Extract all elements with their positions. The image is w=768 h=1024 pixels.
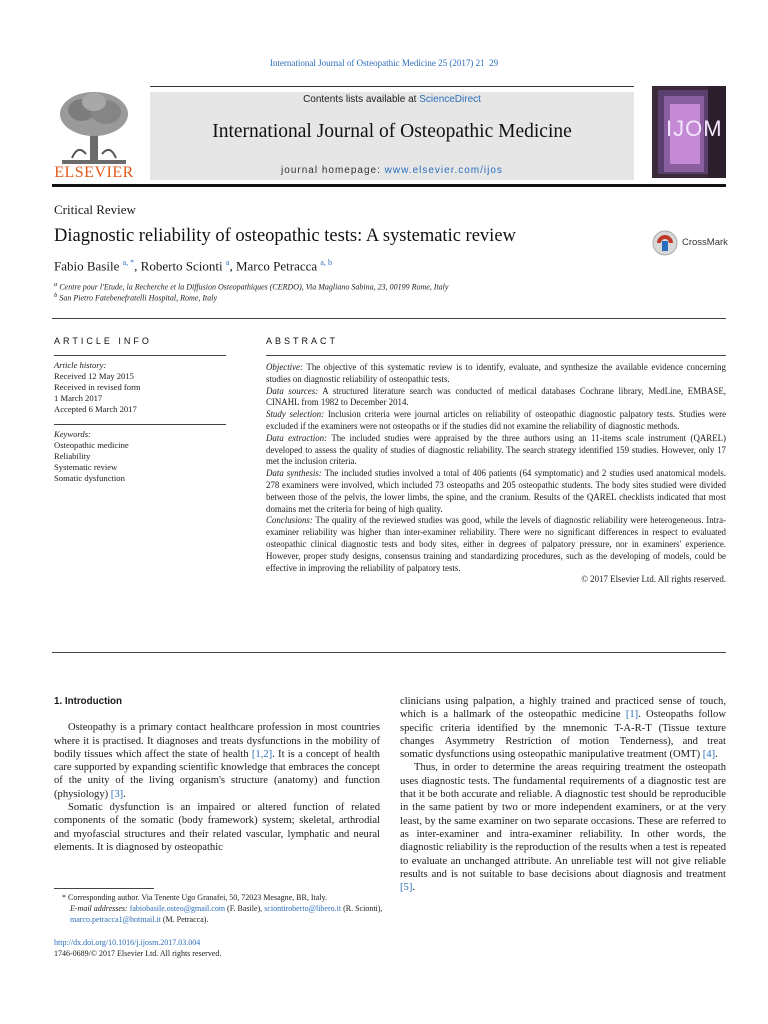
keyword: Systematic review <box>54 462 118 472</box>
history-item: 1 March 2017 <box>54 393 103 403</box>
abstract-label: Conclusions: <box>266 515 313 526</box>
author-affil-mark[interactable]: a, b <box>320 258 332 267</box>
intro-column-right <box>400 695 726 894</box>
article-type: Critical Review <box>54 202 136 217</box>
abstract-bottom-rule <box>52 652 726 653</box>
keywords <box>54 429 226 484</box>
citation-link[interactable]: [4] <box>702 749 716 761</box>
abstract-label: Data synthesis: <box>266 468 322 479</box>
abstract-divider <box>266 355 726 356</box>
body-paragraph: clinicians using palpation, a highly trained and practiced sense of touch, which is a hallmark of the osteopathic medicine [1]. Osteopaths follow specific criteria identified by the mnemonic T-A-R-T (Tissue texture changes Asymmetry Restriction of motion Tenderness), and treat somatic dysfunctions using osteopathic manipulative treatment (OMT) [4]. <box>400 696 726 761</box>
author-name[interactable]: Marco Petracca <box>235 258 318 274</box>
citation-link[interactable]: [1,2] <box>251 748 273 760</box>
journal-cover-image[interactable] <box>652 86 726 178</box>
crossmark-icon <box>652 229 678 257</box>
abstract-text: The objective of this systematic review is to identify, evaluate, and synthesize the available evidence concerning studies on diagnostic reliability of osteopathic tests. <box>266 362 726 384</box>
contents-prefix: Contents lists available at <box>303 94 420 105</box>
abstract-text: The included studies involved a total of 406 patients (64 symptomatic) and 2 studies used anatomical models. 278 examiners were involved, which included 73 osteopaths and 205 osteopathic students. The body sites studied were divided between those of the pelvis, the lower limbs, the spine, and the cranium. Results of the QAREL checklists indicated that most domains met the criteria for being of high quality. <box>266 468 727 514</box>
affiliation-text: Centre pour l'Etude, la Recherche et la Diffusion Osteopathiques (CERDO), Via Magliano Sabina, 23, 00199 Rome, Italy <box>59 282 449 292</box>
citation-link[interactable]: [3] <box>110 788 124 800</box>
article-info-divider <box>54 355 226 356</box>
sciencedirect-link[interactable]: ScienceDirect <box>419 94 481 105</box>
abstract-label: Objective: <box>266 362 303 372</box>
abstract-text: The quality of the reviewed studies was good, while the levels of diagnostic reliability were heterogeneous. Intra-examiner reliability was higher than inter-examiner reliability. There were no significant differences in respect to evaluated osteopathic clinical diagnostic tests and body sites, either in degrees of palpatory pressure, nor in examiners' experience. However, proper study designs, consensus training and standardizing procedures, such as the developing of models, could be effective in improving the reliability of palpatory tests. <box>266 515 726 573</box>
body-paragraph: Thus, in order to determine the areas requiring treatment the osteopath uses diagnostic tests. The fundamental requirements of a diagnostic test are that it be both accurate and reliable. A diagnostic test should be reproducible in the same patient by two or more independent examiners, or at the very least, by the same examiner on two separate occasions. These are referred to as inter-examiner and intra-examiner reliability. In other words, the diagnostic reliability is the reproduction of the results when a test is repeated to evaluate an unchanged attribute. An unreliable test will not give reliable results and is not suitable to base decisions about diagnosis and treatment [5]. <box>400 762 726 894</box>
history-label: Article history: <box>54 360 107 370</box>
footnote-rule <box>54 888 154 889</box>
history-item: Received in revised form <box>54 382 141 392</box>
keyword: Somatic dysfunction <box>54 473 125 483</box>
cover-title: IJOM <box>666 116 723 141</box>
affiliation-divider <box>52 318 726 319</box>
elsevier-wordmark: ELSEVIER <box>54 164 134 181</box>
journal-citation[interactable]: International Journal of Osteopathic Medicine 25 (2017) 21 29 <box>269 58 499 68</box>
email-link[interactable]: fabiobasile.osteo@gmail.com <box>129 904 226 913</box>
abstract-section <box>266 362 726 386</box>
abstract-label: Data sources: <box>266 385 319 396</box>
abstract-section <box>266 468 726 515</box>
body-paragraph: Osteopathy is a primary contact healthcare profession in most countries where it is practised. It diagnoses and treats dysfunctions in the mobility of bodily tissues which affect the state of health [1,2]. It is a concept of health care supported by expanding scientific knowledge that embraces the concept of the unity of the living organism's structure (anatomy) and function (physiology) [3]. <box>54 722 380 800</box>
abstract-section <box>266 515 726 574</box>
author-affil-mark[interactable]: a, * <box>122 258 135 267</box>
footnote-corresponding: * Corresponding author. Via Tenente Ugo Granafei, 50, 72023 Mesagne, BR, Italy. <box>62 893 327 902</box>
affiliation <box>54 281 448 292</box>
email-link[interactable]: marco.petracca1@hotmail.it <box>70 915 161 924</box>
keywords-label: Keywords: <box>54 429 91 439</box>
issn-line: 1746-0689/© 2017 Elsevier Ltd. All rights reserved. <box>54 949 222 958</box>
author-list: Fabio Basile $^{a, *}$, Roberto Scionti $^a$, Marco Petracca $^{a, b}$ <box>54 258 332 274</box>
affiliation-mark: b <box>54 292 58 299</box>
keyword: Osteopathic medicine <box>54 440 129 450</box>
abstract-text: Inclusion criteria were journal articles on reliability of osteopathic diagnostic palpatory tests. Studies were excluded if the examiners were not osteopaths or if the studies did not examine the reliability of diagnostic methods. <box>266 409 727 431</box>
affiliation-text: San Pietro Fatebenefratelli Hospital, Rome, Italy <box>59 293 217 303</box>
crossmark-label: CrossMark <box>682 237 728 248</box>
abstract-heading: ABSTRACT <box>266 336 339 346</box>
affiliation-mark: a <box>54 281 58 288</box>
header-thick-rule <box>52 184 726 187</box>
article-title: Diagnostic reliability of osteopathic tests: A systematic review <box>54 226 516 246</box>
abstract-body <box>266 362 726 586</box>
header-divider <box>150 86 634 87</box>
section-heading: 1. Introduction <box>54 696 123 707</box>
homepage-line <box>150 165 634 176</box>
abstract-label: Data extraction: <box>266 432 328 443</box>
citation-link[interactable]: [5] <box>400 882 413 894</box>
intro-column-left <box>54 695 380 854</box>
keywords-divider <box>54 424 226 425</box>
abstract-label: Study selection: <box>266 409 325 420</box>
journal-title: International Journal of Osteopathic Medicine <box>212 121 572 142</box>
affiliation <box>54 292 217 303</box>
contents-line <box>150 94 634 105</box>
doi-link[interactable]: http://dx.doi.org/10.1016/j.ijosm.2017.03.004 <box>54 938 201 947</box>
author-affil-mark[interactable]: a <box>225 258 230 267</box>
citation-link[interactable]: [1] <box>625 709 639 721</box>
email-link[interactable]: sciontiroberto@libero.it <box>264 904 342 913</box>
body-paragraph: Somatic dysfunction is an impaired or altered function of related components of the somatic (body framework) system; skeletal, arthrodial and myofascial structures and their related vascular, lymphatic and neural elements. It is diagnosed by osteopathic <box>54 802 380 853</box>
history-item: Accepted 6 March 2017 <box>54 404 137 414</box>
article-info-heading: ARTICLE INFO <box>54 336 152 346</box>
author-name[interactable]: Roberto Scionti <box>140 258 223 274</box>
article-history <box>54 360 226 415</box>
abstract-section <box>266 433 726 468</box>
abstract-section <box>266 409 726 433</box>
footnote-emails: E-mail addresses: fabiobasile.osteo@gmail.com (F. Basile), sciontiroberto@libero.it (R. Scionti), marco.petracca1@hotmail.it (M. Petracca). <box>70 904 383 924</box>
homepage-prefix: journal homepage: <box>281 165 385 176</box>
copyright-notice: © 2017 Elsevier Ltd. All rights reserved. <box>581 574 726 585</box>
keyword: Reliability <box>54 451 91 461</box>
abstract-text: A structured literature search was conducted of medical databases Cochrane library, MedLine, EMBASE, CINAHL from 1982 to December 2014. <box>266 385 726 408</box>
author-name[interactable]: Fabio Basile <box>54 258 120 274</box>
homepage-link[interactable]: www.elsevier.com/ijos <box>384 165 503 176</box>
abstract-section <box>266 386 726 410</box>
abstract-text: The included studies were appraised by the three authors using an 11-items scale instrument (QAREL) developed to assess the quality of studies of diagnostic reliability. The search strategy identified 159 studies. However, only 17 met the inclusion criteria. <box>266 432 727 467</box>
crossmark-badge[interactable] <box>652 229 732 259</box>
history-item: Received 12 May 2015 <box>54 371 134 381</box>
